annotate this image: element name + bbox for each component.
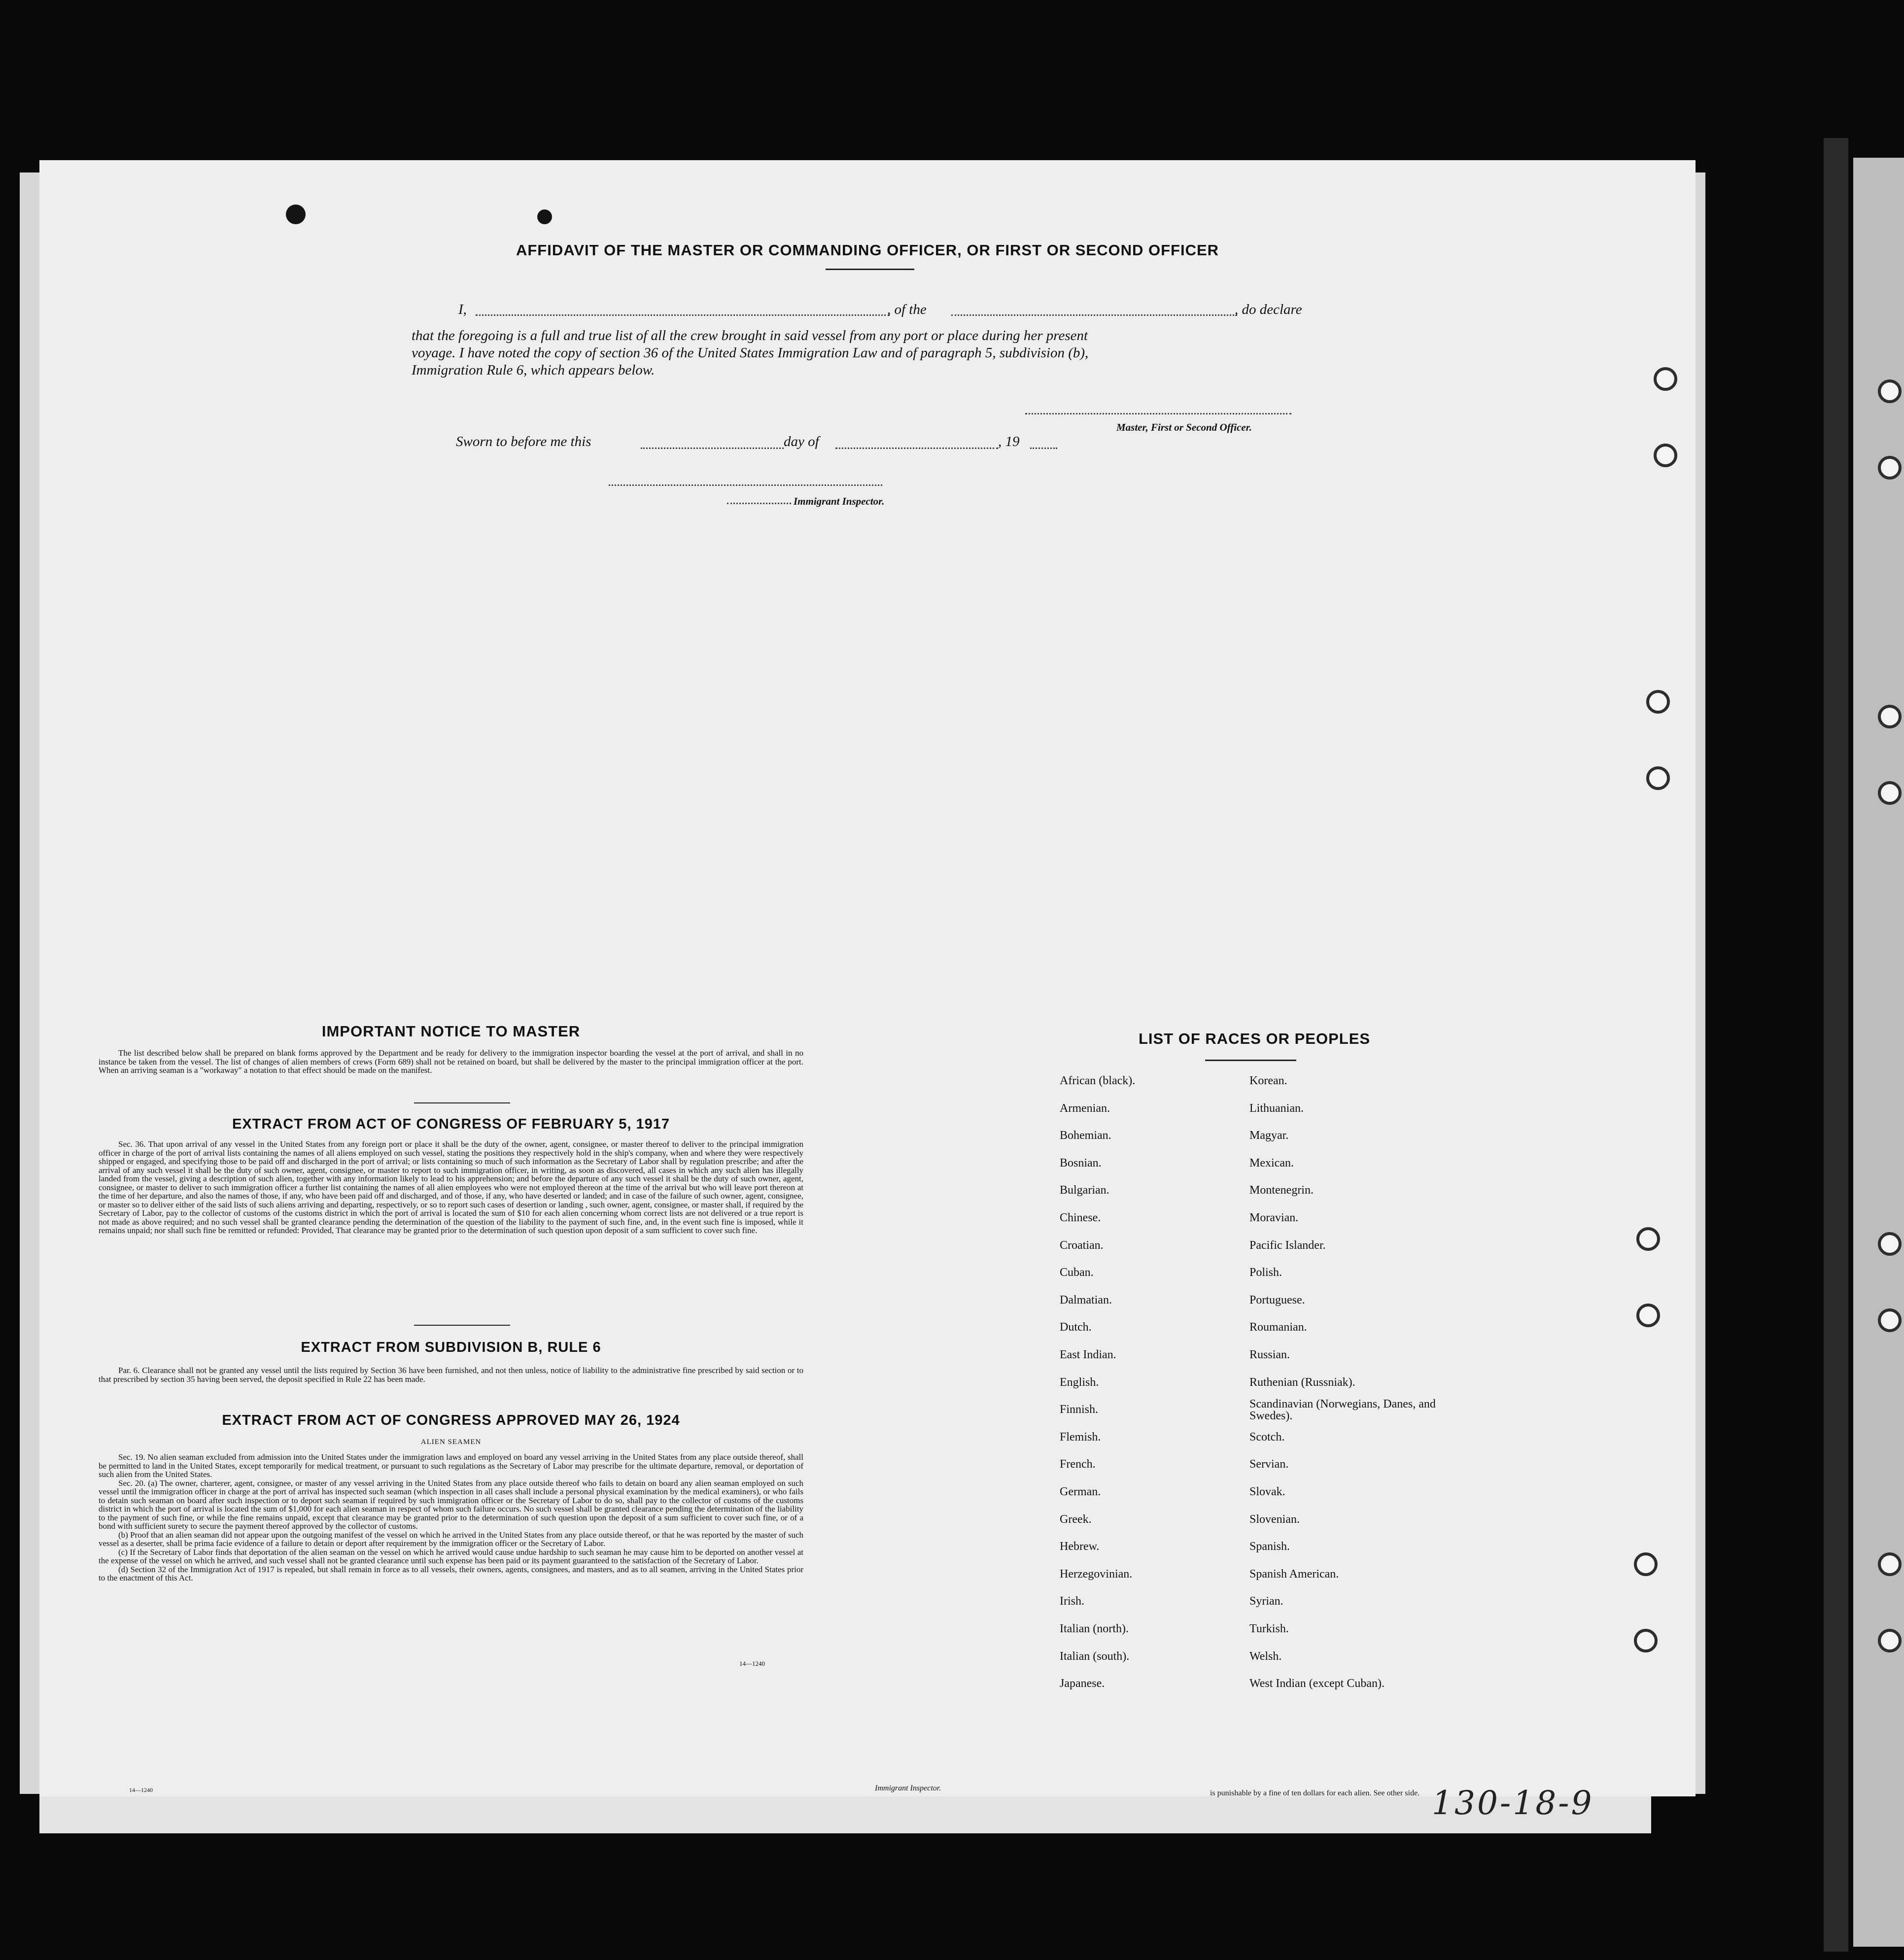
sec20c-paragraph: (c) If the Secretary of Labor finds that deportation of the alien seaman on the vessel on which he arrived would cause undue hardship to such seaman he may cause him to be deported on another vessel at the expense of the vessel on which he arrived, and such vessel shall not be granted clearance until such expense has been paid or its payment guaranteed to the satisfaction of the Secretary of Labor. [99,1547,803,1565]
notice-body [99,1049,803,1075]
sec19-paragraph: Sec. 19. No alien seaman excluded from admission into the United States under the immigration laws and employed on board any vessel arriving in the United States from any place outside thereof, shall be permitted to land in the United States, except temporarily for medical treatment, or pursuant to such regulations as the Secretary of Labor may prescribe for the ultimate departure, removal, or deportation of such alien from the United States. [99,1452,803,1479]
sec20a-paragraph: Sec. 20. (a) The owner, charterer, agent, consignee, or master of any vessel arriving in the United States from any place outside thereof who fails to detain on board any alien seaman employed on such vessel until the immigration officer in charge at the port of arrival has inspected such seaman (which inspection in all cases shall include a personal physical examination by the medical examiners), or who fails to detain such seaman on board after such inspection or to deport such seaman if required by such immigration officer or the Secretary of Labor to do so, shall pay to the collector of customs of the customs district in which the port of arrival is located the sum of $1,000 for each alien seaman in respect of whom such failure occurs. No such vessel shall be granted clearance pending the determination of the liability to the payment of such fine, or while the fine remains unpaid, except that clearance may be granted prior to the determination of such question upon the deposit of a sum sufficient to cover such fine, or of a bond with sufficient surety to secure the payment thereof approved by the collector of customs. [99,1478,803,1531]
binder-ring-icon [1636,1304,1660,1327]
race-item: Lithuanian. [1249,1101,1304,1115]
adjacent-page-strip [1853,158,1904,1947]
race-item: Armenian. [1060,1101,1110,1115]
affidavit-title: AFFIDAVIT OF THE MASTER OR COMMANDING OFFICER, OR FIRST OR SECOND OFFICER [516,241,1219,259]
binder-ring-icon [1878,379,1902,403]
race-item: Irish. [1060,1595,1084,1608]
rule6-title: EXTRACT FROM SUBDIVISION B, RULE 6 [301,1340,601,1355]
inspector-signature-blank[interactable] [609,481,882,486]
under-sheet-fine-text: is punishable by a fine of ten dollars for each alien. See other side. [1210,1789,1420,1797]
race-item: Magyar. [1249,1129,1289,1142]
binder-ring-icon [1646,690,1670,714]
race-item: Montenegrin. [1249,1184,1314,1197]
race-item: Cuban. [1060,1266,1094,1279]
race-item: Portuguese. [1249,1293,1305,1307]
race-item: Chinese. [1060,1211,1101,1224]
race-item: English. [1060,1375,1099,1389]
race-item: Russian. [1249,1348,1290,1361]
binder-ring-icon [1878,1629,1902,1652]
inspector-caption: Immigrant Inspector. [794,495,885,507]
race-item: Herzegovinian. [1060,1567,1133,1581]
binder-ring-icon [1878,1308,1902,1332]
extract-1924-title: EXTRACT FROM ACT OF CONGRESS APPROVED MAY 26, 1924 [222,1412,680,1428]
binder-ring-icon [1646,766,1670,790]
affidavit-line2: that the foregoing is a full and true list of all the crew brought in said vessel from any port or place during her present [412,328,1088,344]
notice-paragraph: The list described below shall be prepared on blank forms approved by the Department and be ready for delivery to the immigration inspector boarding the vessel at the port of arrival, and shall in no instance be taken from the vessel. The list of changes of alien members of crews (Form 689) shall not be retained on board, but shall be delivered by the master to the principal immigration officer at the port. When an arriving seaman is a "workaway" a notation to that effect should be made on the manifest. [99,1048,803,1075]
race-item: Welsh. [1249,1650,1282,1663]
sworn-year: , 19 [998,434,1020,449]
extract-1917-body [99,1140,803,1235]
race-item: Finnish. [1060,1403,1099,1416]
races-title-divider [1205,1060,1296,1061]
race-item: Greek. [1060,1513,1092,1526]
section-divider [414,1102,510,1103]
race-item: Slovak. [1249,1485,1285,1498]
race-item: Croatian. [1060,1238,1104,1252]
under-sheet-form-number: 14—1240 [129,1787,153,1793]
race-item: Korean. [1249,1074,1287,1087]
race-item: Slovenian. [1249,1513,1300,1526]
race-item: German. [1060,1485,1101,1498]
race-item: Polish. [1249,1266,1282,1279]
race-item: Mexican. [1249,1156,1294,1169]
inspector-dotted-lead [727,498,791,504]
binder-ring-icon [1634,1629,1658,1652]
race-item: Roumanian. [1249,1321,1307,1334]
under-sheet-inspector-caption: Immigrant Inspector. [875,1784,941,1792]
name-blank[interactable] [476,306,890,316]
race-item: Moravian. [1249,1211,1299,1224]
race-item: Scandinavian (Norwegians, Danes, and Swedes). [1249,1398,1436,1423]
affidavit-of-the: , of the [887,302,927,317]
punch-hole-icon [286,205,306,224]
sworn-prefix: Sworn to before me this [456,434,591,449]
sworn-year-blank[interactable] [1030,439,1057,449]
race-item: East Indian. [1060,1348,1116,1361]
race-item: French. [1060,1458,1096,1471]
master-signature-blank[interactable] [1025,409,1291,414]
race-item: Spanish. [1249,1540,1290,1553]
title-divider [826,269,914,270]
race-item: Flemish. [1060,1430,1101,1444]
binder-ring-icon [1654,367,1677,391]
race-item: Japanese. [1060,1677,1105,1690]
extract-1917-paragraph: Sec. 36. That upon arrival of any vessel in the United States from any foreign port or place it shall be the duty of the owner, agent, consignee, or master thereof to deliver to the principal immigration officer in charge of the port of arrival lists containing the names of all aliens employed on such vessel, stating the positions they respectively hold in the ship's company, when and where they were respectively shipped or engaged, and specifying those to be paid off and discharged in the port of arrival; or lists containing so much of such information as the Secretary of Labor shall by regulation prescribe; and after the arrival of any such vessel it shall be the duty of such owner, agent, consignee, or master to report to such immigration officer, in writing, as soon as discovered, all cases in which any such alien has illegally landed from the vessel, giving a description of such alien, together with any information likely to lead to his apprehension; and before the departure of any such vessel it shall be the duty of such owner, agent, consignee, or master to deliver to such immigration officer a further list containing the names of all alien employees who were not employed thereon at the time of the arrival but who will leave port thereon at the time of her departure, and also the names of those, if any, who have been paid off and discharged, and of those, if any, who have deserted or landed; and in case of the failure of such owner, agent, consignee, or master so to deliver either of the said lists of such aliens arriving and departing, respectively, or so to report such cases of desertion or landing , such owner, agent, consignee, or master shall, if required by the Secretary of Labor, pay to the collector of customs of the customs district in which the port of arrival is located the sum of $10 for each alien concerning whom correct lists are not delivered or a true report is not made as above required; and no such vessel shall be granted clearance pending the determination of the question of the liability to the payment of such fine, and, in the event such fine is imposed, while it remains unpaid; nor shall such fine be remitted or refunded: Provided, That clearance may be granted prior to the determination of such question upon deposit of a sum sufficient to cover such fine. [99,1139,803,1235]
race-item: Bohemian. [1060,1129,1111,1142]
affidavit-line3: voyage. I have noted the copy of section 36 of the United States Immigration Law and of paragraph 5, subdivision (b), [412,345,1089,361]
handwritten-file-number: 130-18-9 [1432,1784,1594,1822]
race-item: Pacific Islander. [1249,1238,1326,1252]
binder-ring-icon [1878,1232,1902,1256]
extract-1924-body [99,1453,803,1582]
binder-ring-icon [1636,1227,1660,1251]
binder-ring-icon [1654,444,1677,467]
binding-edge [1824,138,1848,1952]
binder-ring-icon [1878,781,1902,805]
binder-ring-icon [1878,705,1902,728]
race-item: Syrian. [1249,1595,1283,1608]
punch-hole-icon [537,209,552,224]
vessel-blank[interactable] [951,306,1237,316]
race-item: Dalmatian. [1060,1293,1112,1307]
notice-title: IMPORTANT NOTICE TO MASTER [321,1023,581,1040]
master-caption: Master, First or Second Officer. [1116,421,1252,433]
race-item: Spanish American. [1249,1567,1339,1581]
sec20b-paragraph: (b) Proof that an alien seaman did not appear upon the outgoing manifest of the vessel on which he arrived in the United States from any place outside thereof, or that he was reported by the master of such vessel as a deserter, shall be prima facie evidence of a failure to detain or deport after requirement by the immigration officer or the Secretary of Labor. [99,1530,803,1548]
section-divider [414,1325,510,1326]
race-item: Hebrew. [1060,1540,1100,1553]
race-item: Scotch. [1249,1430,1285,1444]
affidavit-line4: Immigration Rule 6, which appears below. [412,362,655,378]
sworn-day-blank[interactable] [641,439,784,449]
race-item: African (black). [1060,1074,1136,1087]
race-item: Turkish. [1249,1622,1289,1635]
race-item: Dutch. [1060,1321,1092,1334]
sworn-month-blank[interactable] [835,439,998,449]
binder-ring-icon [1878,1552,1902,1576]
rule6-body [99,1366,803,1383]
affidavit-i: I, [458,302,467,317]
form-number: 14—1240 [739,1660,765,1667]
affidavit-declare: , do declare [1235,302,1302,317]
sec20d-paragraph: (d) Section 32 of the Immigration Act of 1917 is repealed, but shall remain in force as to all vessels, their owners, agents, consignees, and masters, and as to all seamen, arriving in the United States prior to the enactment of this Act. [99,1564,803,1582]
race-item: Servian. [1249,1458,1289,1471]
binder-ring-icon [1878,456,1902,480]
race-item: Italian (south). [1060,1650,1130,1663]
race-item: Bosnian. [1060,1156,1102,1169]
races-title: LIST OF RACES OR PEOPLES [1138,1030,1371,1047]
extract-1917-title: EXTRACT FROM ACT OF CONGRESS OF FEBRUARY 5, 1917 [232,1116,670,1132]
race-item: Bulgarian. [1060,1184,1109,1197]
binder-ring-icon [1634,1552,1658,1576]
race-item: Ruthenian (Russniak). [1249,1375,1355,1389]
alien-seamen-subheading: ALIEN SEAMEN [420,1438,482,1446]
race-item: Italian (north). [1060,1622,1129,1635]
rule6-paragraph: Par. 6. Clearance shall not be granted any vessel until the lists required by Section 36 have been furnished, and not then unless, notice of liability to the administrative fine prescribed by said section or to that prescribed by section 35 having been served, the deposit specified in Rule 22 has been made. [99,1366,803,1384]
sworn-day-of: day of [784,434,819,449]
race-item: West Indian (except Cuban). [1249,1677,1385,1690]
